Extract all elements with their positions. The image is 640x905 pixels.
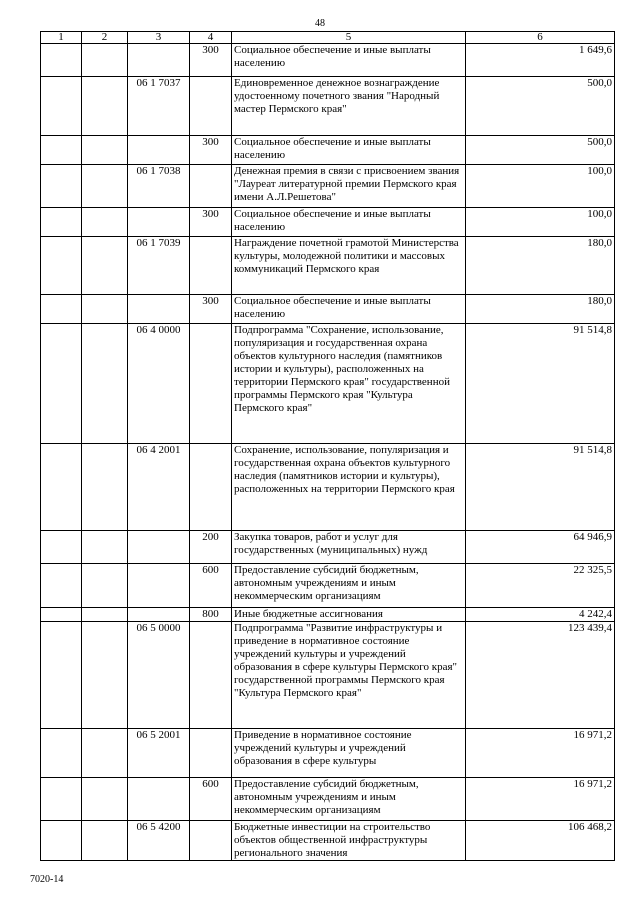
document-code: 7020-14	[30, 874, 64, 885]
amount-cell: 16 971,2	[466, 778, 615, 821]
section-cell	[41, 208, 82, 237]
table-row	[41, 821, 615, 861]
header-col-1: 1	[41, 32, 82, 44]
header-col-6: 6	[466, 32, 615, 44]
section-cell	[41, 444, 82, 531]
subsection-cell	[82, 531, 128, 564]
section-cell	[41, 44, 82, 77]
section-cell	[41, 165, 82, 208]
table-row	[41, 622, 615, 729]
table-row	[41, 324, 615, 444]
expense-type-cell: 300	[190, 208, 232, 237]
description-cell: Предоставление субсидий бюджетным, автономным учреждениям и иным некоммерческим организациям	[232, 778, 466, 821]
section-cell	[41, 136, 82, 165]
description-cell: Сохранение, использование, популяризация и государственная охрана объектов культурного наследия (памятников истории и культуры), расположенных на территории Пермского края	[232, 444, 466, 531]
target-article-cell: 06 1 7037	[128, 77, 190, 136]
description-cell: Социальное обеспечение и иные выплаты населению	[232, 208, 466, 237]
header-row	[41, 32, 615, 44]
target-article-cell	[128, 44, 190, 77]
table-row	[41, 237, 615, 295]
section-cell	[41, 821, 82, 861]
amount-cell: 100,0	[466, 165, 615, 208]
table-row	[41, 165, 615, 208]
target-article-cell	[128, 564, 190, 608]
section-cell	[41, 729, 82, 778]
target-article-cell	[128, 608, 190, 622]
target-article-cell: 06 4 0000	[128, 324, 190, 444]
header-col-5: 5	[232, 32, 466, 44]
table-row	[41, 608, 615, 622]
section-cell	[41, 531, 82, 564]
amount-cell: 4 242,4	[466, 608, 615, 622]
section-cell	[41, 77, 82, 136]
subsection-cell	[82, 44, 128, 77]
target-article-cell: 06 1 7038	[128, 165, 190, 208]
target-article-cell	[128, 295, 190, 324]
subsection-cell	[82, 237, 128, 295]
budget-table	[40, 31, 615, 861]
subsection-cell	[82, 821, 128, 861]
section-cell	[41, 324, 82, 444]
header-col-4: 4	[190, 32, 232, 44]
description-cell: Подпрограмма "Сохранение, использование, популяризация и государственная охрана объектов культурного наследия (памятников истории и культуры), расположенных на территории Пермского края" государственной программы Пермского края "Культура Пермского края"	[232, 324, 466, 444]
amount-cell: 16 971,2	[466, 729, 615, 778]
target-article-cell	[128, 778, 190, 821]
target-article-cell: 06 4 2001	[128, 444, 190, 531]
expense-type-cell: 800	[190, 608, 232, 622]
target-article-cell: 06 5 0000	[128, 622, 190, 729]
description-cell: Социальное обеспечение и иные выплаты населению	[232, 295, 466, 324]
description-cell: Социальное обеспечение и иные выплаты населению	[232, 136, 466, 165]
subsection-cell	[82, 324, 128, 444]
subsection-cell	[82, 165, 128, 208]
description-cell: Предоставление субсидий бюджетным, автономным учреждениям и иным некоммерческим организациям	[232, 564, 466, 608]
table-row	[41, 531, 615, 564]
description-cell: Приведение в нормативное состояние учреждений культуры и учреждений образования в сфере культуры	[232, 729, 466, 778]
expense-type-cell	[190, 237, 232, 295]
subsection-cell	[82, 564, 128, 608]
expense-type-cell: 600	[190, 564, 232, 608]
amount-cell: 106 468,2	[466, 821, 615, 861]
table-row	[41, 136, 615, 165]
table-row	[41, 208, 615, 237]
subsection-cell	[82, 136, 128, 165]
description-cell: Награждение почетной грамотой Министерства культуры, молодежной политики и массовых коммуникаций Пермского края	[232, 237, 466, 295]
target-article-cell: 06 5 4200	[128, 821, 190, 861]
expense-type-cell	[190, 729, 232, 778]
table-row	[41, 778, 615, 821]
expense-type-cell: 300	[190, 295, 232, 324]
expense-type-cell: 600	[190, 778, 232, 821]
expense-type-cell	[190, 324, 232, 444]
amount-cell: 22 325,5	[466, 564, 615, 608]
expense-type-cell: 200	[190, 531, 232, 564]
subsection-cell	[82, 295, 128, 324]
table-row	[41, 295, 615, 324]
description-cell: Подпрограмма "Развитие инфраструктуры и приведение в нормативное состояние учреждений культуры и учреждений образования в сфере культуры Пермского края" государственной программы Пермского края "Культура Пермского края"	[232, 622, 466, 729]
description-cell: Социальное обеспечение и иные выплаты населению	[232, 44, 466, 77]
expense-type-cell: 300	[190, 44, 232, 77]
expense-type-cell	[190, 622, 232, 729]
section-cell	[41, 237, 82, 295]
amount-cell: 91 514,8	[466, 444, 615, 531]
expense-type-cell	[190, 821, 232, 861]
target-article-cell	[128, 531, 190, 564]
target-article-cell	[128, 208, 190, 237]
amount-cell: 500,0	[466, 77, 615, 136]
table-row	[41, 44, 615, 77]
target-article-cell: 06 5 2001	[128, 729, 190, 778]
subsection-cell	[82, 729, 128, 778]
table-row	[41, 444, 615, 531]
target-article-cell	[128, 136, 190, 165]
section-cell	[41, 295, 82, 324]
amount-cell: 100,0	[466, 208, 615, 237]
description-cell: Закупка товаров, работ и услуг для государственных (муниципальных) нужд	[232, 531, 466, 564]
header-col-3: 3	[128, 32, 190, 44]
amount-cell: 123 439,4	[466, 622, 615, 729]
target-article-cell: 06 1 7039	[128, 237, 190, 295]
amount-cell: 500,0	[466, 136, 615, 165]
description-cell: Иные бюджетные ассигнования	[232, 608, 466, 622]
description-cell: Бюджетные инвестиции на строительство объектов общественной инфраструктуры регионального значения	[232, 821, 466, 861]
header-col-2: 2	[82, 32, 128, 44]
description-cell: Единовременное денежное вознаграждение удостоенному почетного звания "Народный мастер Пермского края"	[232, 77, 466, 136]
expense-type-cell	[190, 444, 232, 531]
page-number: 48	[315, 18, 325, 29]
amount-cell: 91 514,8	[466, 324, 615, 444]
subsection-cell	[82, 622, 128, 729]
table-row	[41, 564, 615, 608]
subsection-cell	[82, 77, 128, 136]
subsection-cell	[82, 778, 128, 821]
section-cell	[41, 564, 82, 608]
table-row	[41, 77, 615, 136]
subsection-cell	[82, 444, 128, 531]
description-cell: Денежная премия в связи с присвоением звания "Лауреат литературной премии Пермского края имени А.Л.Решетова"	[232, 165, 466, 208]
table-row	[41, 729, 615, 778]
amount-cell: 180,0	[466, 295, 615, 324]
subsection-cell	[82, 608, 128, 622]
expense-type-cell	[190, 165, 232, 208]
expense-type-cell	[190, 77, 232, 136]
amount-cell: 64 946,9	[466, 531, 615, 564]
expense-type-cell: 300	[190, 136, 232, 165]
section-cell	[41, 622, 82, 729]
amount-cell: 180,0	[466, 237, 615, 295]
section-cell	[41, 778, 82, 821]
section-cell	[41, 608, 82, 622]
amount-cell: 1 649,6	[466, 44, 615, 77]
subsection-cell	[82, 208, 128, 237]
